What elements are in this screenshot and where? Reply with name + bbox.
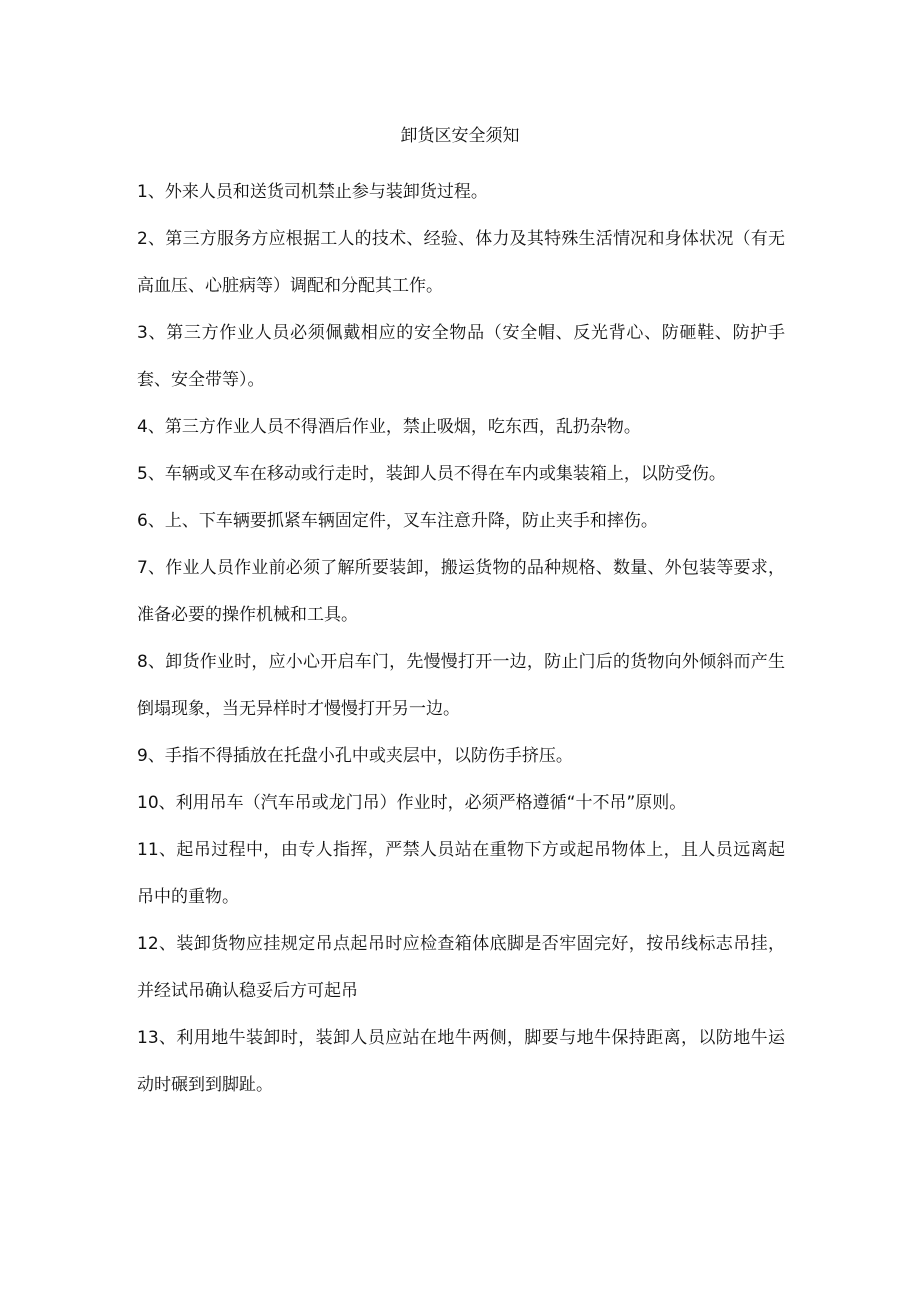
rule-item-3: 3、第三方作业人员必须佩戴相应的安全物品（安全帽、反光背心、防砸鞋、防护手套、安全带等）。 (137, 323, 785, 390)
rule-item-8: 8、卸货作业时，应小心开启车门，先慢慢打开一边，防止门后的货物向外倾斜而产生倒塌现象，当无异样时才慢慢打开另一边。 (137, 652, 785, 719)
rule-item-1: 1、外来人员和送货司机禁止参与装卸货过程。 (137, 182, 488, 202)
safety-rules-list (137, 169, 785, 1109)
rule-item-7: 7、作业人员作业前必须了解所要装卸，搬运货物的品种规格、数量、外包装等要求，准备必要的操作机械和工具。 (137, 558, 785, 625)
rule-item-5: 5、车辆或叉车在移动或行走时，装卸人员不得在车内或集装箱上，以防受伤。 (137, 464, 726, 484)
rule-item-9: 9、手指不得插放在托盘小孔中或夹层中，以防伤手挤压。 (137, 746, 573, 766)
rule-item-11: 11、起吊过程中，由专人指挥，严禁人员站在重物下方或起吊物体上，且人员远离起吊中的重物。 (137, 840, 785, 907)
rule-item-12: 12、装卸货物应挂规定吊点起吊时应检查箱体底脚是否牢固完好，按吊线标志吊挂，并经试吊确认稳妥后方可起吊 (137, 934, 785, 1001)
rule-item-4: 4、第三方作业人员不得酒后作业，禁止吸烟，吃东西，乱扔杂物。 (137, 417, 641, 437)
rule-item-2: 2、第三方服务方应根据工人的技术、经验、体力及其特殊生活情况和身体状况（有无高血压、心脏病等）调配和分配其工作。 (137, 229, 785, 296)
rule-item-13: 13、利用地牛装卸时，装卸人员应站在地牛两侧，脚要与地牛保持距离，以防地牛运动时碾到到脚趾。 (137, 1028, 785, 1095)
rule-item-10: 10、利用吊车（汽车吊或龙门吊）作业时，必须严格遵循“十不吊”原则。 (137, 793, 687, 813)
document-title: 卸货区安全须知 (400, 126, 520, 146)
rule-item-6: 6、上、下车辆要抓紧车辆固定件，叉车注意升降，防止夹手和摔伤。 (137, 511, 658, 531)
